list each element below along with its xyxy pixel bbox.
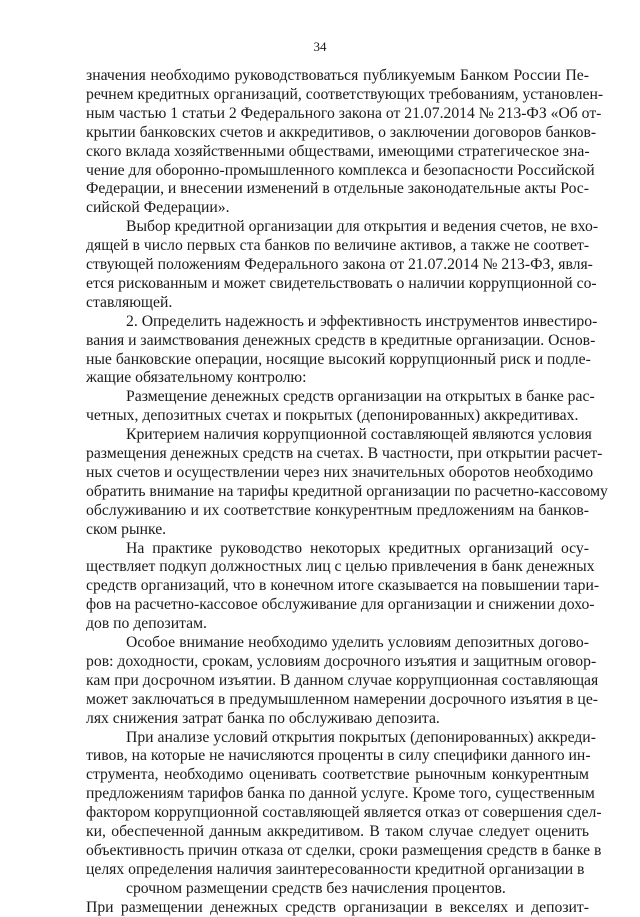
text-line: ставляющей. xyxy=(86,293,173,311)
text-line: крытии банковских счетов и аккредитивов, о заключении договоров банков- xyxy=(86,123,597,141)
text-line: Особое внимание необходимо уделить условиям депозитных догово- xyxy=(126,634,589,651)
text-line: ные банковские операции, носящие высокий коррупционный риск и подле- xyxy=(86,350,591,368)
text-line: На практике руководство некоторых кредитных организаций осу- xyxy=(126,539,589,557)
text-line: ется рискованным и может свидетельствовать о наличии коррупционной со- xyxy=(86,274,597,292)
text-line: может заключаться в предумышленном намерении досрочного изъятия в це- xyxy=(86,690,599,708)
text-line: фов на расчетно-кассовое обслуживание для организации и снижении дохо- xyxy=(86,596,595,614)
text-line: сийской Федерации». xyxy=(86,199,230,217)
text-line: чение для оборонно-промышленного комплекса и безопасности Российской xyxy=(86,161,595,179)
text-line: ском рынке. xyxy=(86,520,167,538)
text-line: ки, обеспеченной данным аккредитивом. В таком случае следует оценить xyxy=(86,823,589,840)
text-line: срочном размещении средств без начисления процентов. xyxy=(126,879,506,897)
text-line: вания и заимствования денежных средств в кредитные организации. Основ- xyxy=(86,331,596,349)
text-line: струмента, необходимо оценивать соответствие рыночным конкурентным xyxy=(86,766,589,784)
text-line: При анализе условий открытия покрытых (депонированных) аккреди- xyxy=(126,728,596,746)
text-line: четных, депозитных счетах и покрытых (депонированных) аккредитивах. xyxy=(86,407,579,425)
text-line: средств организаций, что в конечном итоге сказывается на повышении тари- xyxy=(86,577,600,595)
text-line: дящей в число первых ста банков по величине активов, а также не соответ- xyxy=(86,237,590,255)
text-line: дов по депозитам. xyxy=(86,615,207,633)
text-line: ров: доходности, срокам, условиям досрочного изъятия и защитным оговор- xyxy=(86,652,597,670)
text-line: При размещении денежных средств организации в векселях и депозит- xyxy=(86,898,589,916)
text-line: целях определения наличия заинтересованности кредитной организации в xyxy=(86,860,585,878)
text-line: Критерием наличия коррупционной составляющей являются условия xyxy=(126,426,592,444)
text-line: обратить внимание на тарифы кредитной организации по расчетно-кассовому xyxy=(86,482,608,500)
text-line: Выбор кредитной организации для открытия и ведения счетов, не вхо- xyxy=(126,218,599,236)
page-number: 34 xyxy=(313,39,327,54)
text-line: объективность причин отказа от сделки, сроки размещения средств в банке в xyxy=(86,841,602,859)
text-line: тивов, на которые не начисляются проценты в силу специфики данного ин- xyxy=(86,747,591,765)
text-line: ствующей положениям Федерального закона от 21.07.2014 № 213-ФЗ, явля- xyxy=(86,256,593,273)
text-line: фактором коррупционной составляющей является отказ от совершения сдел- xyxy=(86,804,602,822)
text-line: ществляет подкуп должностных лиц с целью привлечения в банк денежных xyxy=(86,558,595,576)
text-line: обслуживанию и их соответствие конкурентным предложениям на банков- xyxy=(86,501,589,519)
text-line: Размещение денежных средств организации на открытых в банке рас- xyxy=(126,388,595,406)
text-line: предложениям тарифов банка по данной услуге. Кроме того, существенным xyxy=(86,785,595,803)
text-line: лях снижения затрат банка по обслуживаю депозита. xyxy=(86,709,440,727)
text-line: значения необходимо руководствоваться публикуемым Банком России Пе- xyxy=(86,67,589,84)
text-line: Федерации, и внесении изменений в отдельные законодательные акты Рос- xyxy=(86,180,589,198)
text-line: ского вклада хозяйственными обществами, имеющими стратегическое зна- xyxy=(86,142,590,160)
text-line: размещения денежных средств на счетах. В частности, при открытии расчет- xyxy=(86,445,603,462)
text-line: речнем кредитных организаций, соответствующих требованиям, установлен- xyxy=(86,85,604,103)
text-line: 2. Определить надежность и эффективность инструментов инвестиро- xyxy=(126,312,598,330)
text-line: жащие обязательному контролю: xyxy=(86,369,307,387)
text-line: ным частью 1 статьи 2 Федерального закона от 21.07.2014 № 213-ФЗ «Об от- xyxy=(86,104,602,122)
text-line: кам при досрочном изъятии. В данном случае коррупционная составляющая xyxy=(86,671,599,689)
text-line: ных счетов и осуществлении через них значительных оборотов необходимо xyxy=(86,463,594,481)
